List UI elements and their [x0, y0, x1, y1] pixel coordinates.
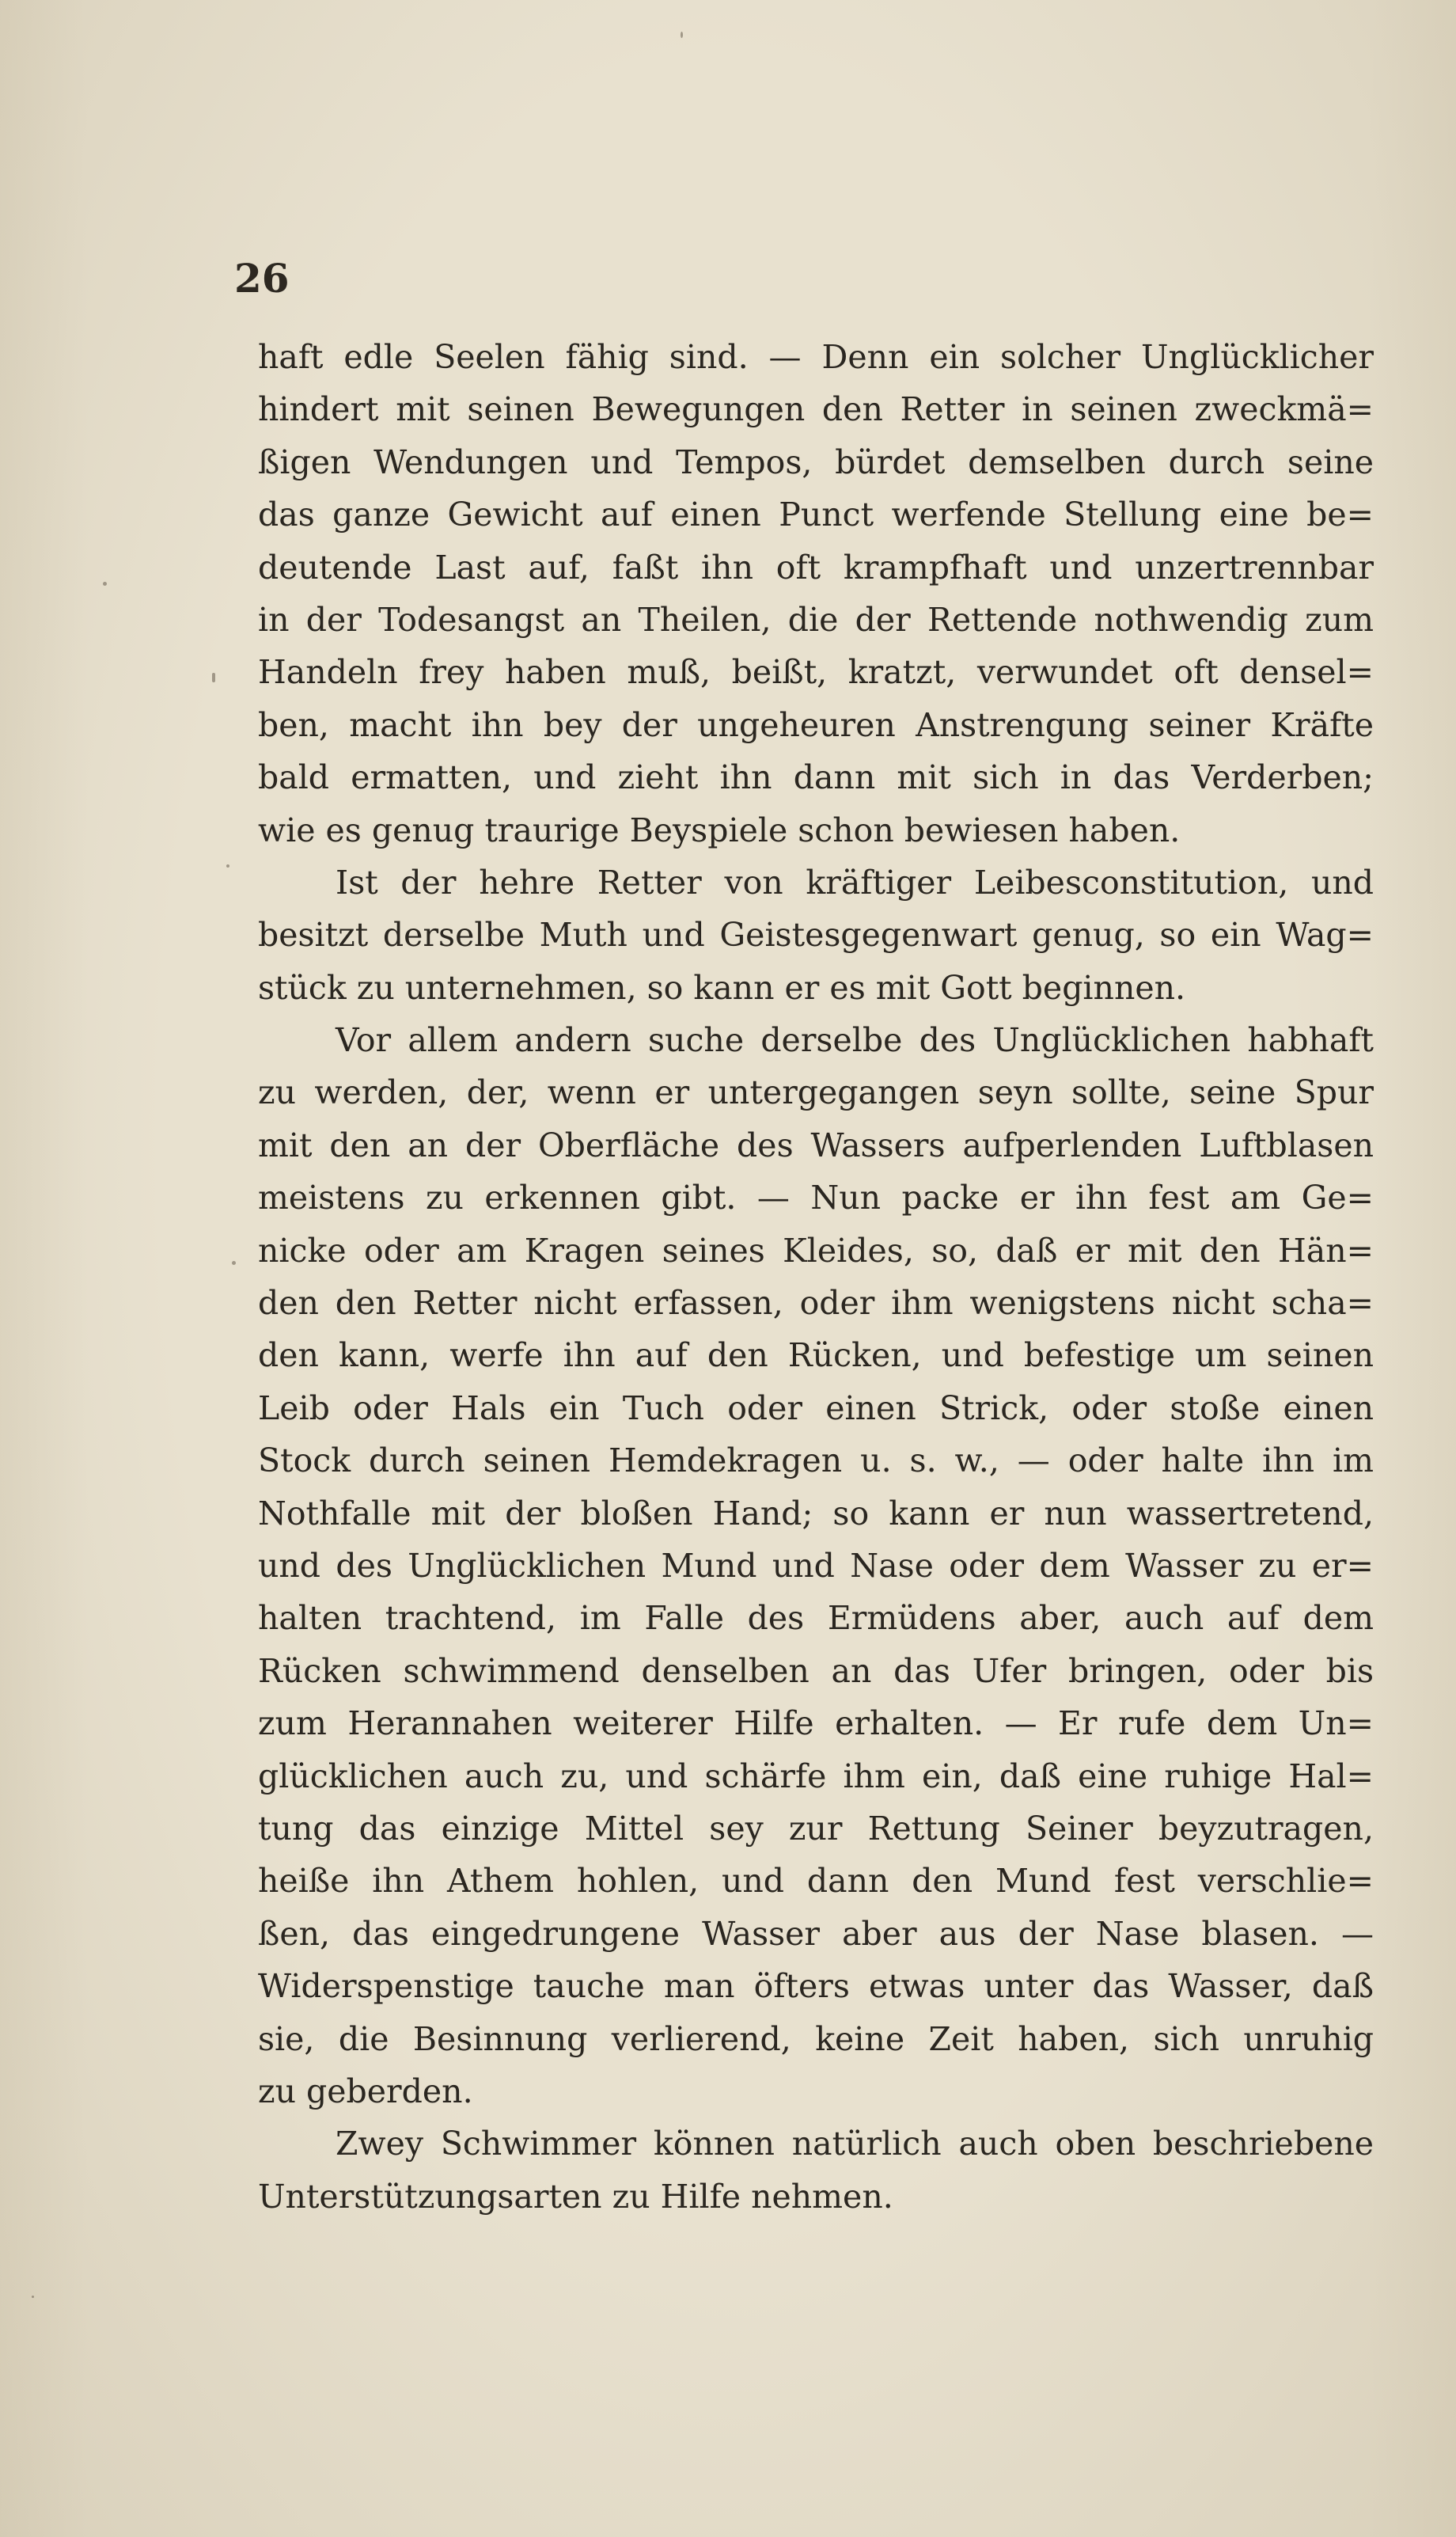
paragraph-1 [258, 331, 1374, 856]
text-line: ßigen Wendungen und Tempos, bürdet demselben durch seine [258, 442, 1374, 481]
paper-speck [226, 864, 229, 868]
text-line: den kann, werfe ihn auf den Rücken, und befestige um seinen [258, 1336, 1374, 1375]
paper-speck [232, 1261, 236, 1265]
text-line: bald ermatten, und zieht ihn dann mit sich in das Verderben; [258, 758, 1374, 797]
text-line: deutende Last auf, faßt ihn oft krampfhaft und unzertrennbar [258, 548, 1374, 587]
body-text [258, 331, 1374, 2223]
paragraph-3 [258, 1014, 1374, 2117]
text-line: Unterstützungsarten zu Hilfe nehmen. [258, 2177, 893, 2216]
text-line: Ist der hehre Retter von kräftiger Leibesconstitution, und [336, 863, 1374, 902]
text-line: zum Herannahen weiterer Hilfe erhalten. — Er rufe dem Un= [258, 1704, 1374, 1743]
text-line: Rücken schwimmend denselben an das Ufer bringen, oder bis [258, 1651, 1374, 1690]
paper-speck [212, 673, 215, 682]
text-line: Widerspenstige tauche man öfters etwas unter das Wasser, daß [258, 1967, 1374, 2006]
text-line: sie, die Besinnung verlierend, keine Zeit haben, sich unruhig [258, 2019, 1374, 2058]
paper-speck [32, 2296, 34, 2298]
text-line: in der Todesangst an Theilen, die der Rettende nothwendig zum [258, 600, 1374, 639]
text-line: wie es genug traurige Beyspiele schon bewiesen haben. [258, 811, 1181, 849]
text-line: den den Retter nicht erfassen, oder ihm wenigstens nicht scha= [258, 1284, 1374, 1323]
text-line: nicke oder am Kragen seines Kleides, so, daß er mit den Hän= [258, 1231, 1374, 1270]
text-line: haft edle Seelen fähig sind. — Denn ein solcher Unglücklicher [258, 338, 1374, 376]
text-line: tung das einzige Mittel sey zur Rettung Seiner beyzutragen, [258, 1809, 1374, 1848]
text-line: ßen, das eingedrungene Wasser aber aus der Nase blasen. — [258, 1914, 1374, 1953]
paper-speck [103, 582, 107, 586]
paragraph-4 [258, 2117, 1374, 2223]
text-line: das ganze Gewicht auf einen Punct werfende Stellung eine be= [258, 496, 1374, 534]
text-line: und des Unglücklichen Mund und Nase oder dem Wasser zu er= [258, 1546, 1374, 1585]
text-line: stück zu unternehmen, so kann er es mit Gott beginnen. [258, 968, 1186, 1007]
paper-speck [681, 32, 683, 38]
page-number: 26 [234, 255, 290, 302]
text-line: Zwey Schwimmer können natürlich auch oben beschriebene [336, 2125, 1374, 2163]
text-line: heiße ihn Athem hohlen, und dann den Mund fest verschlie= [258, 1862, 1374, 1901]
text-line: zu geberden. [258, 2072, 473, 2110]
text-line: halten trachtend, im Falle des Ermüdens aber, auch auf dem [258, 1599, 1374, 1638]
text-line: hindert mit seinen Bewegungen den Retter in seinen zweckmä= [258, 390, 1374, 429]
paragraph-2 [258, 856, 1374, 1014]
text-line: mit den an der Oberfläche des Wassers aufperlenden Luftblasen [258, 1126, 1374, 1164]
text-line: ben, macht ihn bey der ungeheuren Anstrengung seiner Kräfte [258, 705, 1374, 744]
text-line: meistens zu erkennen gibt. — Nun packe er ihn fest am Ge= [258, 1179, 1374, 1217]
text-line: Leib oder Hals ein Tuch oder einen Strick, oder stoße einen [258, 1388, 1374, 1427]
text-line: zu werden, der, wenn er untergegangen seyn sollte, seine Spur [258, 1073, 1374, 1112]
text-line: Nothfalle mit der bloßen Hand; so kann er nun wassertretend, [258, 1494, 1374, 1532]
text-line: glücklichen auch zu, und schärfe ihm ein, daß eine ruhige Hal= [258, 1757, 1374, 1795]
text-line: Stock durch seinen Hemdekragen u. s. w., — oder halte ihn im [258, 1441, 1374, 1480]
text-line: Handeln frey haben muß, beißt, kratzt, verwundet oft densel= [258, 653, 1374, 692]
text-line: Vor allem andern suche derselbe des Unglücklichen habhaft [336, 1021, 1374, 1060]
text-line: besitzt derselbe Muth und Geistesgegenwart genug, so ein Wag= [258, 916, 1374, 955]
